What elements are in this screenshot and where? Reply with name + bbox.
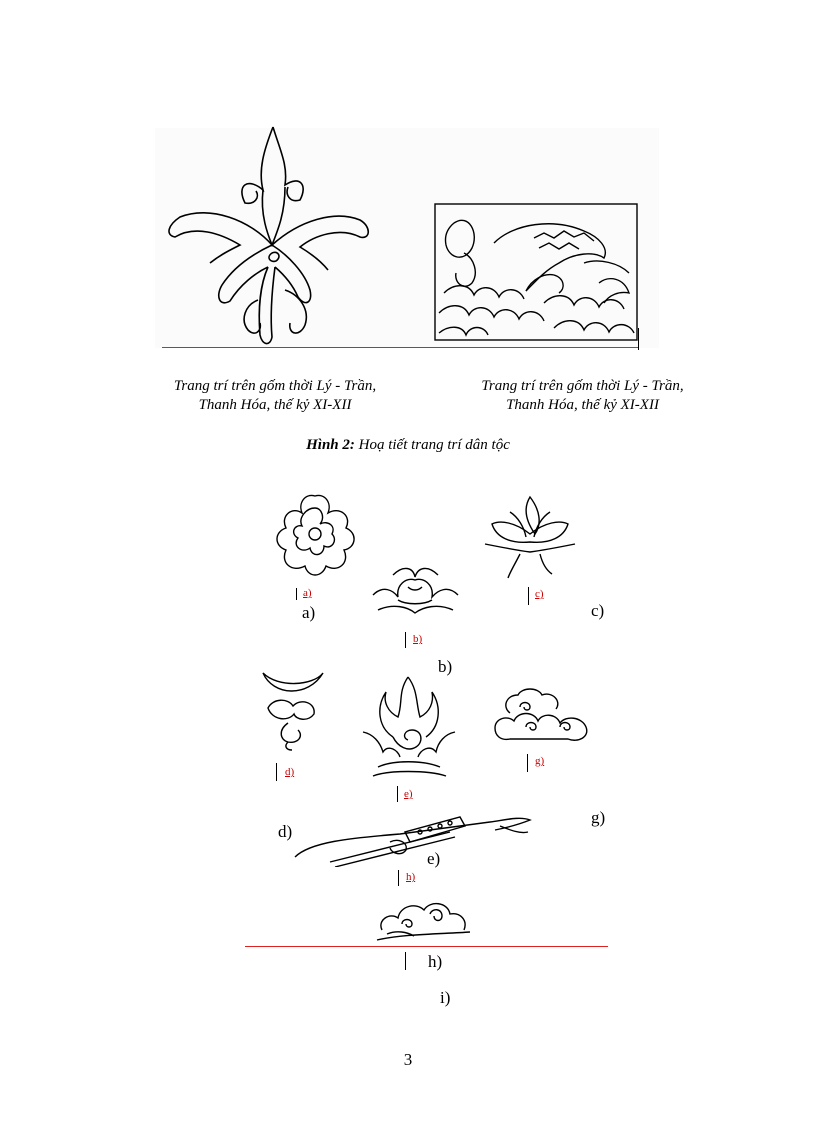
- motif-a-label: a): [302, 603, 316, 622]
- motif-c-image: [480, 492, 580, 580]
- right-caption-line2: Thanh Hóa, thế kỷ XI-XII: [506, 397, 659, 413]
- motif-g-label: g): [591, 808, 606, 827]
- motif-b-image: [368, 555, 463, 620]
- motif-e-cursor: [397, 786, 398, 802]
- motif-e-label: e): [427, 849, 441, 868]
- panel-edge-mark: [638, 328, 639, 350]
- motif-i-label: i): [440, 988, 451, 1007]
- left-caption: [150, 377, 400, 415]
- figure-label: Hình 2:: [306, 437, 355, 453]
- motif-d-cursor: [276, 763, 277, 781]
- figure-title-text: Hoạ tiết trang trí dân tộc: [358, 437, 510, 453]
- panel-rule: [162, 347, 638, 348]
- bottom-rule: [245, 946, 608, 947]
- motif-i-cursor: [405, 952, 406, 970]
- page-number: 3: [403, 1050, 413, 1069]
- motif-i-image: [372, 890, 472, 946]
- motif-b-cursor: [405, 632, 406, 648]
- right-caption-line1: Trang trí trên gốm thời Lý - Trần,: [481, 378, 684, 394]
- left-caption-line2: Thanh Hóa, thế kỷ XI-XII: [198, 397, 352, 413]
- motif-d-image: [258, 668, 328, 753]
- motif-h-label: h): [428, 952, 443, 971]
- motif-e-link[interactable]: e): [404, 788, 413, 800]
- motif-e-image: [358, 672, 460, 782]
- motif-b-link[interactable]: b): [413, 633, 423, 645]
- motif-g-cursor: [527, 754, 528, 772]
- motif-h-cursor: [398, 870, 399, 886]
- motif-c-cursor: [528, 587, 529, 605]
- motif-a-image: [270, 488, 360, 578]
- right-caption: [455, 377, 710, 415]
- motif-c-link[interactable]: c): [535, 588, 544, 600]
- motif-h-link[interactable]: h): [406, 871, 416, 883]
- bird-scene-image: [434, 203, 640, 343]
- flower-motif-image: [160, 125, 375, 350]
- motif-b-label: b): [438, 657, 453, 676]
- motif-c-label: c): [591, 601, 605, 620]
- figure-title: [0, 437, 816, 454]
- motif-a-link[interactable]: a): [303, 587, 312, 599]
- motif-g-link[interactable]: g): [535, 755, 545, 767]
- motif-h-image: [290, 812, 535, 867]
- motif-d-label: d): [278, 822, 293, 841]
- motif-g-image: [490, 683, 592, 745]
- motif-a-cursor: [296, 588, 297, 600]
- motif-d-link[interactable]: d): [285, 766, 295, 778]
- left-caption-line1: Trang trí trên gốm thời Lý - Trần,: [173, 378, 377, 394]
